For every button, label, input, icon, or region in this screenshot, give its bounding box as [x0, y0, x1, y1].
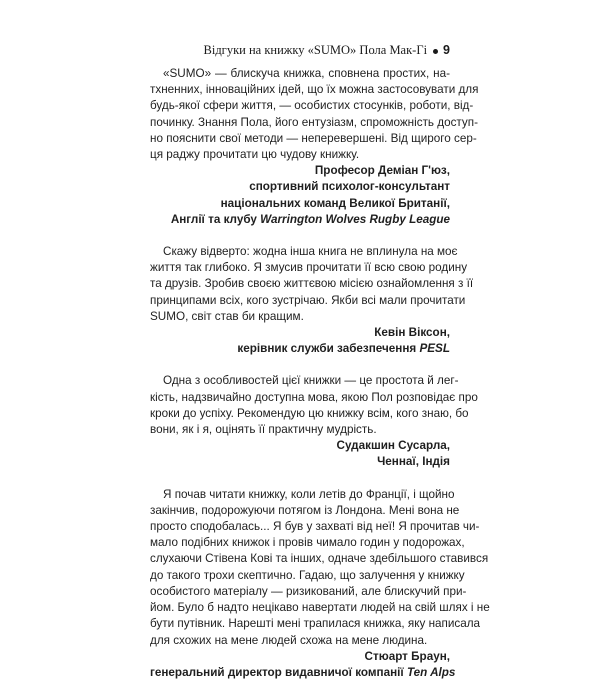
signature-organization: Warrington Wolves Rugby League — [260, 212, 450, 226]
text-line: вони, як і я, оцінять її практичну мудрість. — [150, 423, 377, 437]
text-line: просто сподобалась... Я був у захваті від неї! Я прочитав чи- — [150, 520, 480, 534]
signature-line: Кевін Віксон, — [374, 326, 450, 340]
text-line: мало подібних книжок і провів чимало годин у подорожах, — [150, 536, 465, 550]
text-line: особистого матеріалу — ризикований, але блискучий при- — [150, 584, 467, 598]
signature-organization: PESL — [419, 342, 450, 356]
text-line: Я почав читати книжку, коли летів до Франції, і щойно — [163, 487, 455, 501]
signature-line: Стюарт Браун, — [364, 649, 450, 663]
review-signature — [150, 438, 450, 470]
text-line: тхненних, інноваційних ідей, що їх можна застосовувати для — [150, 83, 479, 97]
text-line: для схожих на мене людей схожа на мене людина. — [150, 633, 428, 647]
text-line: слухаючи Стівена Кові та інших, одначе здебільшого ставився — [150, 552, 489, 566]
text-line: кроки до успіху. Рекомендую цю книжку всім, кого знаю, бо — [150, 406, 469, 420]
signature-line — [150, 341, 450, 357]
text-line: ця раджу прочитати цю чудову книжку. — [150, 148, 360, 162]
signature-line — [150, 665, 456, 681]
spacer — [150, 471, 450, 487]
text-line: життя так глибоко. Я змусив прочитати її всю свою родину — [150, 261, 468, 275]
text-line: починку. Знання Пола, його ентузіазм, спроможність доступ- — [150, 115, 478, 129]
review-text — [150, 66, 479, 163]
signature-text: Англії та клубу — [170, 212, 257, 226]
review-signature — [150, 163, 450, 228]
text-line: будь-якої сфери життя, — особистих стосунків, роботи, від- — [150, 99, 474, 113]
running-title: Відгуки на книжку «SUMO» Пола Мак-Гі — [203, 42, 428, 57]
spacer — [150, 357, 450, 373]
signature-line: національних команд Великої Британії, — [220, 196, 450, 210]
text-line: но пояснити свої методи — неперевершені. Від щирого сер- — [150, 131, 477, 145]
review-signature — [150, 325, 450, 357]
signature-line: Ченнаї, Індія — [377, 455, 450, 469]
text-line: закінчив, подорожуючи потягом із Лондона. Мені вона не — [150, 503, 460, 517]
review-text — [150, 244, 474, 325]
running-header — [150, 40, 450, 60]
review-signature — [150, 649, 456, 681]
page-number: 9 — [443, 43, 450, 57]
signature-text: генеральний директор видавничої компанії — [150, 665, 404, 679]
bullet-icon — [433, 49, 438, 54]
text-line: «SUMO» — блискуча книжка, сповнена простих, на- — [163, 67, 450, 80]
text-line: кість, надзвичайно доступна мова, якою Пол розповідає про — [150, 390, 478, 404]
page-content — [150, 66, 490, 681]
spacer — [150, 228, 450, 244]
text-line: до такого трохи скептично. Гадаю, що залучення у книжку — [150, 568, 465, 582]
text-line: Скажу відверто: жодна інша книга не вплинула на моє — [163, 245, 458, 259]
text-line: бути путівник. Нарешті мені трапилася книжка, яку написала — [150, 617, 481, 631]
signature-line: Професор Деміан Г'юз, — [314, 164, 450, 178]
text-line: SUMO, світ став би кращим. — [150, 309, 304, 323]
review-text — [150, 373, 478, 438]
text-line: принципами всіх, кого зустрічаю. Якби всі мали прочитати — [150, 293, 466, 307]
text-line: йом. Було б надто нецікаво навертати людей на свій шлях і не — [150, 601, 490, 615]
signature-text: керівник служби забезпечення — [237, 342, 417, 356]
signature-organization: Ten Alps — [406, 665, 456, 679]
signature-line: спортивний психолог-консультант — [249, 180, 450, 194]
text-line: та друзів. Зробив своєю життєвою місією ознайомлення з її — [150, 277, 474, 291]
review-text — [150, 487, 490, 649]
text-line: Одна з особливостей цієї книжки — це простота й лег- — [163, 374, 459, 388]
signature-line — [150, 212, 450, 228]
signature-line: Судакшин Сусарла, — [336, 439, 450, 453]
